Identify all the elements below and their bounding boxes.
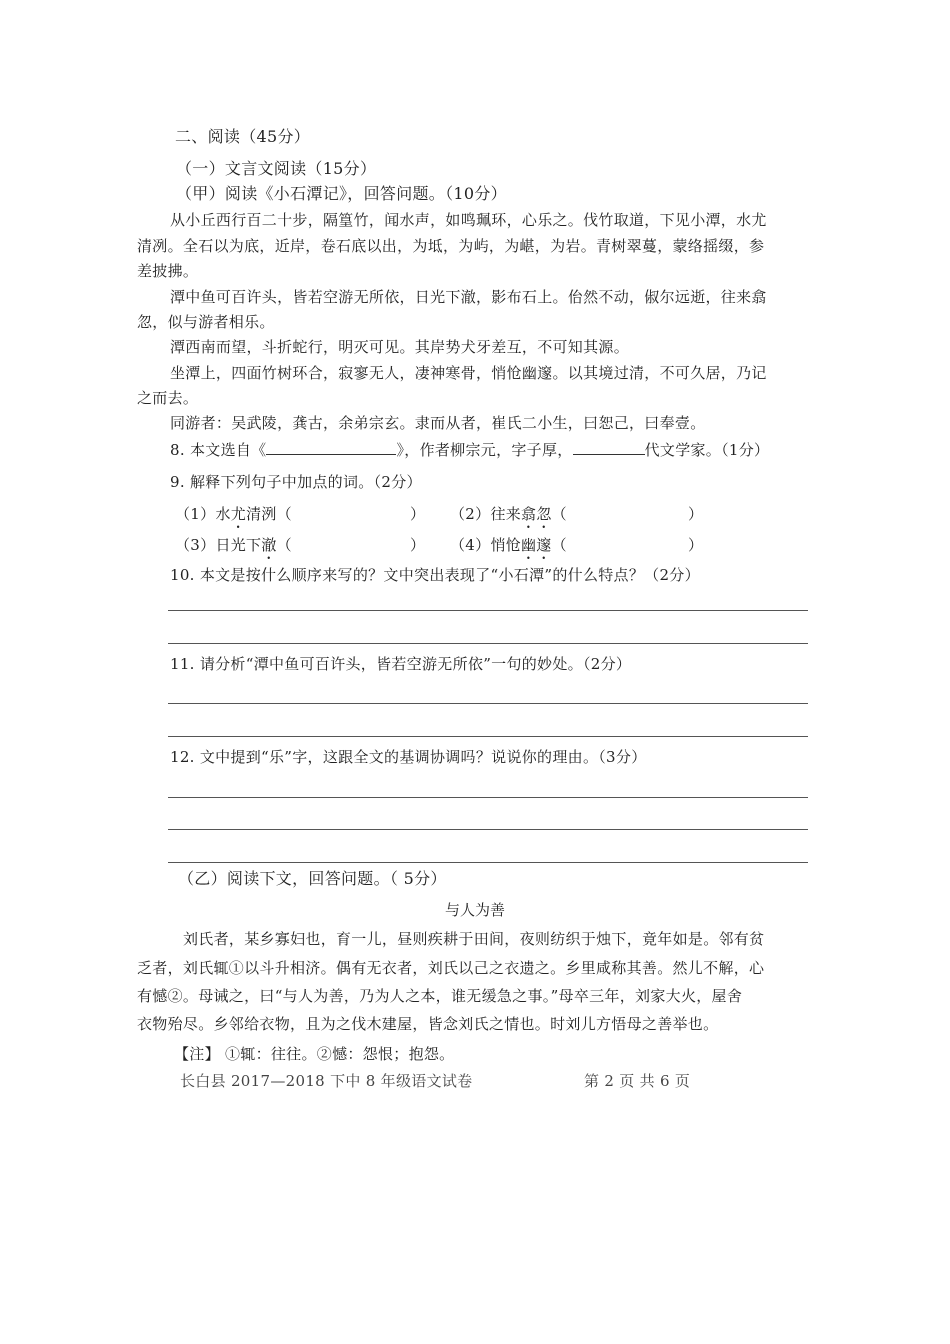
q8-suffix: 代文学家。（1分） <box>644 441 770 459</box>
answer-line[interactable] <box>168 610 808 611</box>
footer-exam-name: 长白县 2017—2018 下中 8 年级语文试卷 <box>180 1072 473 1090</box>
passage-line: 之而去。 <box>137 389 199 407</box>
passage-line: 忽，似与游者相乐。 <box>137 313 275 331</box>
footer-page-number: 第 2 页 共 6 页 <box>584 1072 691 1090</box>
q9-close-paren: ） <box>688 536 704 554</box>
answer-line[interactable] <box>168 736 808 737</box>
q9-dotted-word: 澈 <box>261 536 277 554</box>
q9-item-1: （1）水尤清洌（ <box>175 505 292 523</box>
q9-item-3: （3）日光下澈（ <box>175 536 292 554</box>
subsection-heading: （一）文言文阅读（15分） <box>176 159 377 178</box>
passage-b-heading: （乙）阅读下文，回答问题。（ 5分） <box>178 869 447 888</box>
passage-b-title: 与人为善 <box>444 901 505 919</box>
question-11: 11. 请分析“潭中鱼可百许头，皆若空游无所依”一句的妙处。（2分） <box>170 655 632 673</box>
q8-prefix: 8. 本文选自《 <box>170 441 267 459</box>
q9-dotted-word: 尤 <box>230 505 247 523</box>
passage-line: 差披拂。 <box>137 262 199 280</box>
passage-line: 从小丘西行百二十步，隔篁竹，闻水声，如鸣珮环，心乐之。伐竹取道，下见小潭，水尤 <box>170 211 767 229</box>
passage-line: 潭中鱼可百许头，皆若空游无所依，日光下澈，影布石上。佁然不动，俶尔远逝，往来翕 <box>170 288 767 306</box>
passage-line: 乏者，刘氏辄①以斗升相济。偶有无衣者，刘氏以己之衣遗之。乡里咸称其善。然儿不解，心 <box>137 959 765 977</box>
q9-dotted-word: 幽邃 <box>521 536 552 554</box>
passage-line: 同游者：吴武陵，龚古，余弟宗玄。隶而从者，崔氏二小生，曰恕己，曰奉壹。 <box>170 414 706 432</box>
q9-close-paren: ） <box>688 505 704 523</box>
passage-a-heading: （甲）阅读《小石潭记》，回答问题。（10分） <box>176 184 507 203</box>
section-heading: 二、阅读（45分） <box>175 127 311 146</box>
q8-source-blank[interactable] <box>266 440 396 455</box>
question-10: 10. 本文是按什么顺序来写的？文中突出表现了“小石潭”的什么特点？（2分） <box>170 566 700 584</box>
q9-item-4: （4）悄怆幽邃（ <box>450 536 567 554</box>
answer-line[interactable] <box>168 643 808 644</box>
passage-line: 衣物殆尽。乡邻给衣物，且为之伐木建屋，皆念刘氏之情也。时刘儿方悟母之善举也。 <box>137 1015 719 1033</box>
question-8 <box>170 440 769 460</box>
answer-line[interactable] <box>168 829 808 830</box>
footnote: 【注】 ①辄：往往。②憾：怨恨；抱怨。 <box>174 1045 455 1063</box>
question-12: 12. 文中提到“乐”字，这跟全文的基调协调吗？说说你的理由。（3分） <box>170 748 647 766</box>
passage-line: 清冽。全石以为底，近岸，卷石底以出，为坻，为屿，为嵁，为岩。青树翠蔓，蒙络摇缀，参 <box>137 237 765 255</box>
q9-item-2: （2）往来翕忽（ <box>450 505 567 523</box>
answer-line[interactable] <box>168 797 808 798</box>
q8-middle: 》，作者柳宗元，字子厚， <box>396 441 573 459</box>
q9-close-paren: ） <box>410 536 426 554</box>
q9-dotted-word: 翕忽 <box>521 505 552 523</box>
q8-dynasty-blank[interactable] <box>573 440 645 455</box>
q9-close-paren: ） <box>410 505 426 523</box>
question-9: 9. 解释下列句子中加点的词。（2分） <box>170 473 422 491</box>
answer-line[interactable] <box>168 862 808 863</box>
passage-line: 刘氏者，某乡寡妇也，育一儿，昼则疾耕于田间，夜则纺织于烛下，竟年如是。邻有贫 <box>183 930 765 948</box>
passage-line: 坐潭上，四面竹树环合，寂寥无人，凄神寒骨，悄怆幽邃。以其境过清，不可久居，乃记 <box>170 364 767 382</box>
passage-line: 潭西南而望，斗折蛇行，明灭可见。其岸势犬牙差互，不可知其源。 <box>170 338 630 356</box>
passage-line: 有憾②。母诫之，曰“与人为善，乃为人之本，谁无缓急之事。”母卒三年，刘家大火，屋舍 <box>137 987 743 1005</box>
answer-line[interactable] <box>168 703 808 704</box>
